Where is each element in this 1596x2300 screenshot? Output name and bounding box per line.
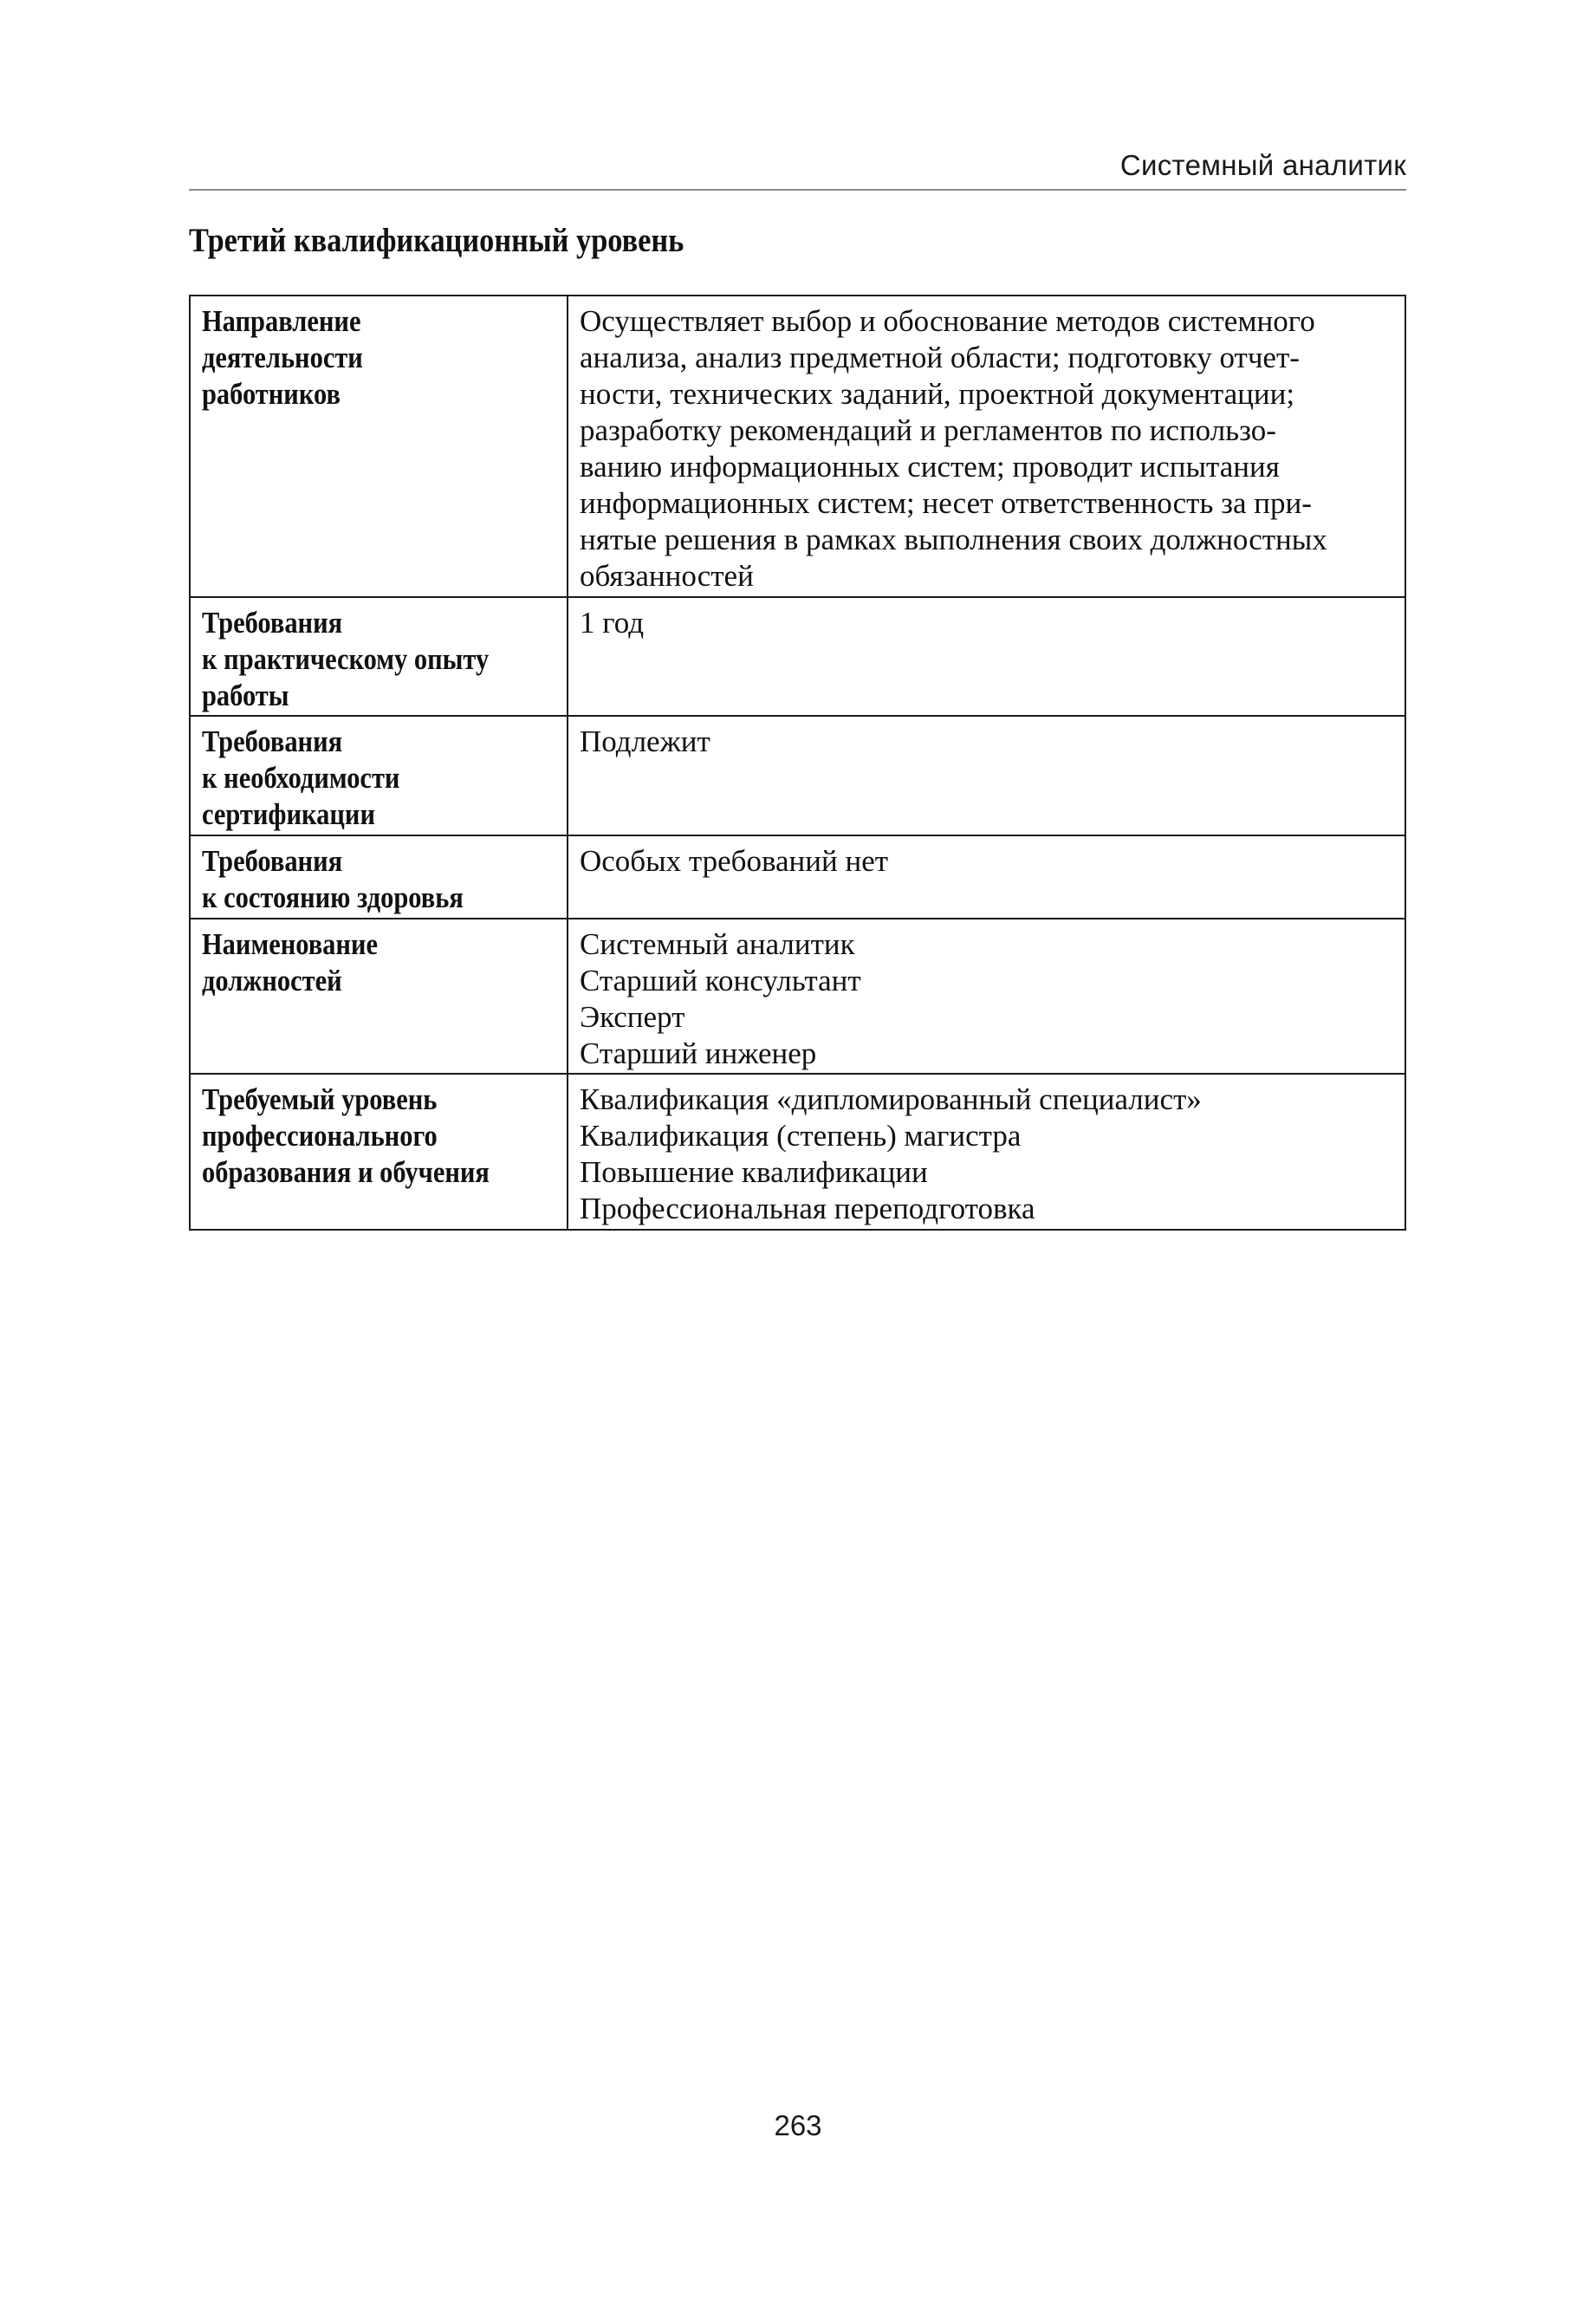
value-line: нятые решения в рамках выполнения своих должностных: [580, 523, 1327, 556]
row-label: [190, 919, 568, 1074]
value-line: ванию информационных систем; проводит испытания: [580, 450, 1280, 484]
row-value: [568, 296, 1405, 597]
label-line: работников: [202, 377, 341, 411]
label-line: должностей: [202, 964, 342, 997]
value-line: Особых требований нет: [580, 844, 889, 878]
row-label: [190, 1074, 568, 1230]
value-line: обязанностей: [580, 559, 754, 593]
running-header-title: Системный аналитик: [1119, 149, 1406, 181]
row-label: [190, 296, 568, 597]
label-line: к практическому опыту: [202, 642, 490, 676]
label-line: Требования: [202, 844, 343, 878]
value-line: Осуществляет выбор и обоснование методов системного: [580, 304, 1315, 338]
label-line: к необходимости: [202, 761, 400, 795]
value-line: Повышение квалификации: [580, 1155, 928, 1189]
table-row: [190, 1074, 1405, 1230]
row-value: [568, 919, 1405, 1074]
value-line: 1 год: [580, 606, 645, 640]
qualification-table: [189, 295, 1406, 1231]
value-line: анализа, анализ предметной области; подготовку отчет-: [580, 341, 1300, 374]
row-label: [190, 597, 568, 716]
value-line: разработку рекомендаций и регламентов по использо-: [580, 413, 1276, 447]
value-line: Профессиональная переподготовка: [580, 1192, 1035, 1225]
value-line: информационных систем; несет ответственность за при-: [580, 486, 1312, 520]
label-line: деятельности: [202, 341, 363, 374]
section-title: Третий квалификационный уровень: [189, 222, 684, 259]
value-line: Системный аналитик: [580, 927, 855, 961]
value-line: Квалификация (степень) магистра: [580, 1119, 1022, 1153]
value-line: Квалификация «дипломированный специалист»: [580, 1082, 1202, 1116]
value-line: Эксперт: [580, 1000, 685, 1034]
label-line: работы: [202, 679, 289, 712]
label-line: сертификации: [202, 797, 376, 831]
value-line: Старший инженер: [580, 1036, 817, 1070]
table-row: [190, 597, 1405, 716]
label-line: образования и обучения: [202, 1155, 490, 1189]
label-line: Наименование: [202, 927, 378, 961]
row-label: [190, 835, 568, 919]
row-value: [568, 716, 1405, 835]
running-header: [189, 146, 1406, 191]
label-line: к состоянию здоровья: [202, 880, 464, 914]
table-row: [190, 296, 1405, 597]
table-row: [190, 919, 1405, 1074]
table-row: [190, 716, 1405, 835]
page-number: 263: [774, 2109, 822, 2141]
value-line: Старший консультант: [580, 964, 861, 997]
value-line: Подлежит: [580, 724, 710, 758]
row-value: [568, 835, 1405, 919]
row-label: [190, 716, 568, 835]
label-line: Требования: [202, 606, 343, 640]
value-line: ности, технических заданий, проектной документации;: [580, 377, 1295, 411]
row-value: [568, 1074, 1405, 1230]
label-line: Требуемый уровень: [202, 1082, 438, 1116]
row-value: [568, 597, 1405, 716]
label-line: Требования: [202, 724, 343, 758]
label-line: Направление: [202, 304, 361, 338]
table-row: [190, 835, 1405, 919]
label-line: профессионального: [202, 1119, 438, 1153]
